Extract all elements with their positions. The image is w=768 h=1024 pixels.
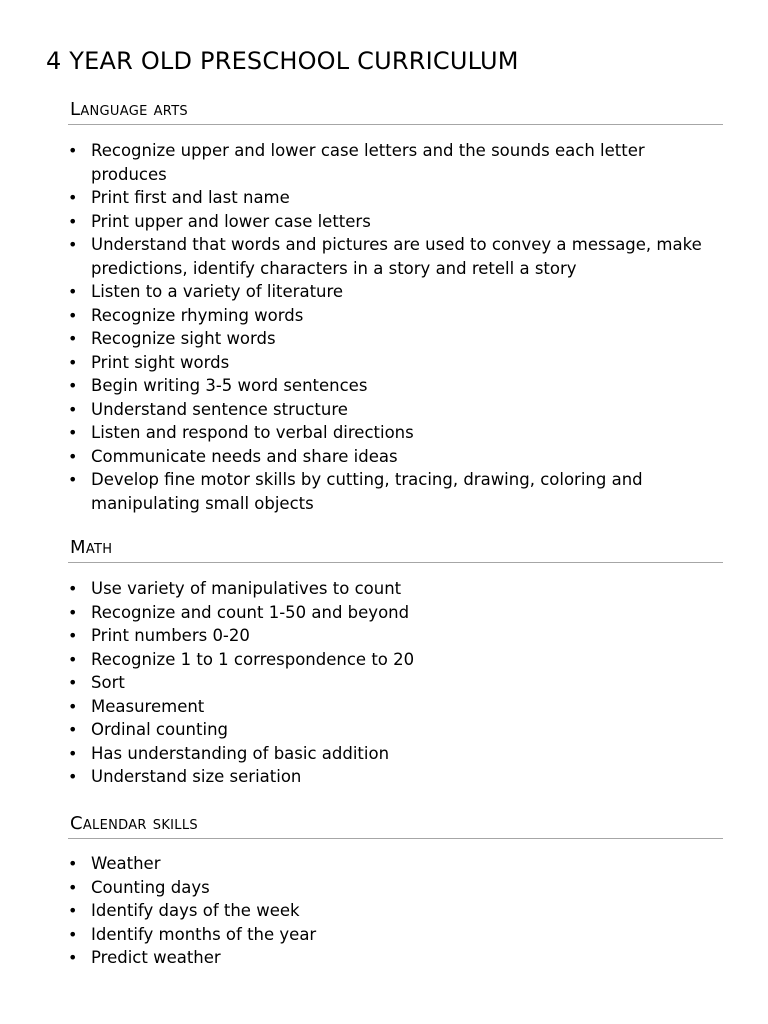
calendar-skills-list — [68, 852, 723, 970]
bullet-icon: • — [68, 352, 78, 372]
section-heading-calendar-skills: Calendar skills — [68, 812, 723, 839]
bullet-icon: • — [68, 211, 78, 231]
bullet-icon: • — [68, 673, 78, 692]
section-heading-language-arts: Language arts — [68, 98, 723, 125]
language-arts-list — [68, 139, 723, 515]
list-item-text: Use variety of manipulatives to count — [91, 579, 402, 598]
bullet-icon: • — [68, 188, 78, 207]
list-item-text: Predict weather — [91, 948, 221, 967]
list-item — [68, 374, 723, 398]
bullet-icon: • — [68, 854, 78, 873]
list-item — [68, 946, 723, 970]
bullet-icon: • — [68, 305, 78, 325]
list-item-text: Develop fine motor skills by cutting, tracing, drawing, coloring and manipulating small objects — [91, 470, 643, 513]
bullet-icon: • — [68, 901, 78, 920]
list-item-text: Recognize sight words — [91, 329, 276, 348]
list-item — [68, 280, 723, 304]
list-item — [68, 421, 723, 445]
list-item-text: Understand size seriation — [91, 767, 302, 786]
bullet-icon: • — [68, 470, 78, 489]
bullet-icon: • — [68, 626, 78, 645]
list-item-text: Understand that words and pictures are used to convey a message, make predictions, identify characters in a story and retell a story — [91, 235, 702, 278]
bullet-icon: • — [68, 141, 78, 160]
bullet-icon: • — [68, 329, 78, 348]
list-item — [68, 210, 723, 234]
list-item — [68, 577, 723, 601]
bullet-icon: • — [68, 948, 78, 967]
list-item-text: Identify days of the week — [91, 901, 300, 920]
bullet-icon: • — [68, 720, 78, 739]
list-item — [68, 648, 723, 672]
list-item-text: Communicate needs and share ideas — [91, 446, 398, 466]
list-item-text: Recognize rhyming words — [91, 305, 304, 325]
list-item-text: Has understanding of basic addition — [91, 743, 390, 763]
bullet-icon: • — [68, 649, 78, 669]
bullet-icon: • — [68, 924, 78, 944]
bullet-icon: • — [68, 743, 78, 763]
list-item — [68, 718, 723, 742]
list-item — [68, 445, 723, 469]
list-item — [68, 327, 723, 351]
list-item — [68, 601, 723, 625]
list-item — [68, 351, 723, 375]
list-item — [68, 765, 723, 789]
list-item — [68, 899, 723, 923]
list-item-text: Weather — [91, 854, 161, 873]
list-item — [68, 304, 723, 328]
list-item — [68, 742, 723, 766]
list-item-text: Recognize upper and lower case letters and the sounds each letter produces — [91, 141, 645, 184]
bullet-icon: • — [68, 282, 78, 301]
list-item — [68, 923, 723, 947]
bullet-icon: • — [68, 235, 78, 254]
bullet-icon: • — [68, 446, 78, 466]
list-item — [68, 186, 723, 210]
bullet-icon: • — [68, 579, 78, 598]
list-item-text: Print numbers 0-20 — [91, 626, 250, 645]
list-item-text: Print first and last name — [91, 188, 290, 207]
list-item — [68, 398, 723, 422]
list-item — [68, 852, 723, 876]
list-item-text: Listen to a variety of literature — [91, 282, 344, 301]
bullet-icon: • — [68, 376, 78, 395]
list-item-text: Print upper and lower case letters — [91, 211, 371, 231]
list-item-text: Recognize and count 1-50 and beyond — [91, 602, 410, 622]
list-item-text: Understand sentence structure — [91, 399, 348, 419]
list-item-text: Sort — [91, 673, 125, 692]
list-item-text: Recognize 1 to 1 correspondence to 20 — [91, 649, 415, 669]
bullet-icon: • — [68, 877, 78, 897]
section-heading-math: Math — [68, 536, 723, 563]
list-item-text: Begin writing 3-5 word sentences — [91, 376, 368, 395]
bullet-icon: • — [68, 696, 78, 716]
bullet-icon: • — [68, 423, 78, 442]
math-list — [68, 577, 723, 789]
list-item — [68, 695, 723, 719]
list-item — [68, 876, 723, 900]
list-item-text: Measurement — [91, 696, 205, 716]
list-item — [68, 139, 723, 186]
section-language-arts — [68, 98, 723, 515]
list-item — [68, 671, 723, 695]
list-item-text: Ordinal counting — [91, 720, 229, 739]
page-title: 4 YEAR OLD PRESCHOOL CURRICULUM — [46, 47, 519, 75]
bullet-icon: • — [68, 399, 78, 419]
section-calendar-skills — [68, 812, 723, 970]
list-item-text: Counting days — [91, 877, 210, 897]
list-item — [68, 468, 723, 515]
list-item-text: Listen and respond to verbal directions — [91, 423, 414, 442]
list-item-text: Identify months of the year — [91, 924, 317, 944]
section-math — [68, 536, 723, 789]
list-item — [68, 624, 723, 648]
bullet-icon: • — [68, 602, 78, 622]
list-item-text: Print sight words — [91, 352, 230, 372]
list-item — [68, 233, 723, 280]
bullet-icon: • — [68, 767, 78, 786]
